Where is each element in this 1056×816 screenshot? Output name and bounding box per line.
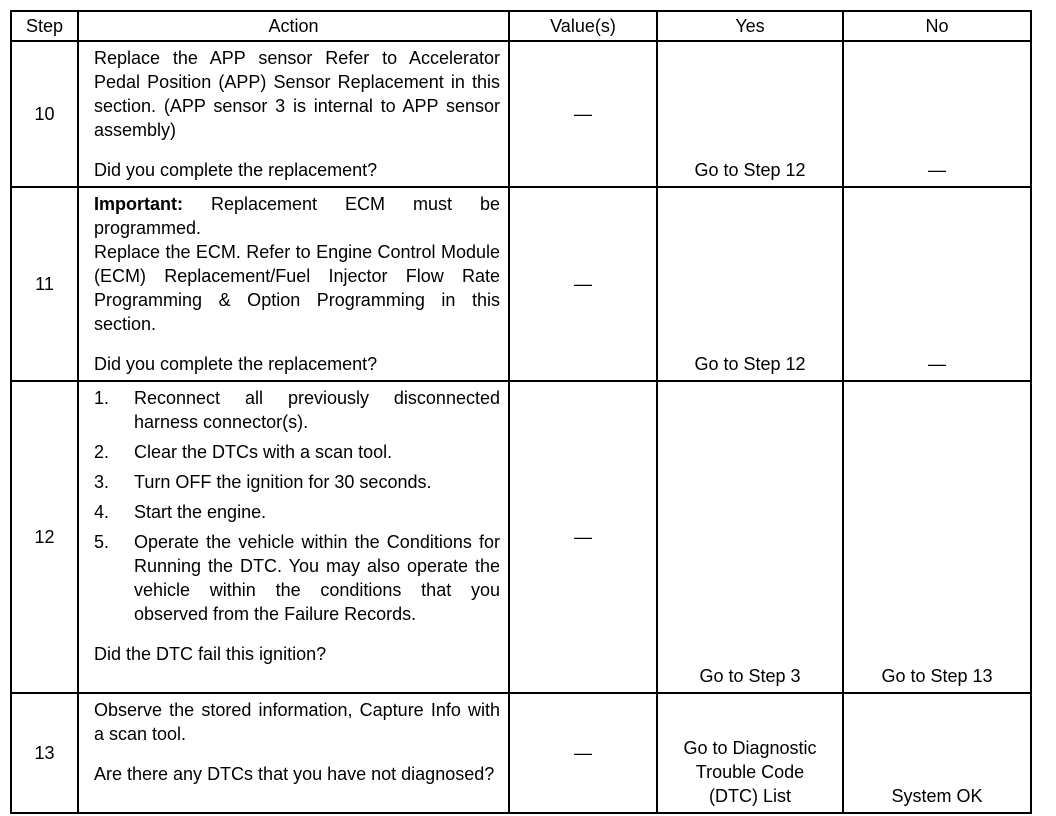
important-text: Replacement ECM must be programmed.	[94, 194, 500, 238]
header-step: Step	[11, 11, 78, 41]
yes-cell: Go to Step 12	[657, 187, 843, 381]
diagnostic-table	[10, 10, 1032, 814]
substep-text: Start the engine.	[134, 502, 267, 522]
table-row	[11, 693, 1031, 813]
action-text: Replace the APP sensor Refer to Accelerator Pedal Position (APP) Sensor Replacement in this section. (APP sensor 3 is internal to APP sensor assembly)	[94, 48, 500, 140]
no-cell: —	[843, 41, 1031, 187]
step-number: 10	[11, 41, 78, 187]
substep-number: 4.	[94, 502, 110, 522]
action-question: Did you complete the replacement?	[94, 160, 378, 180]
value-cell: —	[509, 41, 657, 187]
header-no: No	[843, 11, 1031, 41]
yes-cell: Go to Step 12	[657, 41, 843, 187]
action-cell	[78, 41, 509, 187]
action-text: Observe the stored information, Capture Info with a scan tool.	[94, 700, 500, 744]
header-row	[11, 11, 1031, 41]
substep-number: 1.	[94, 388, 110, 408]
header-yes: Yes	[657, 11, 843, 41]
list-item	[94, 470, 500, 494]
substep-number: 3.	[94, 472, 110, 492]
substep-number: 5.	[94, 532, 110, 552]
list-item	[94, 440, 500, 464]
substep-text: Turn OFF the ignition for 30 seconds.	[134, 472, 432, 492]
list-item	[94, 386, 500, 434]
no-cell: System OK	[843, 693, 1031, 813]
yes-text: Go to Diagnostic Trouble Code (DTC) List	[683, 738, 817, 806]
list-item	[94, 530, 500, 626]
no-cell: —	[843, 187, 1031, 381]
value-cell: —	[509, 187, 657, 381]
substep-text: Reconnect all previously disconnected harness connector(s).	[134, 388, 500, 432]
table-row	[11, 41, 1031, 187]
step-number: 13	[11, 693, 78, 813]
action-cell	[78, 381, 509, 693]
action-question: Are there any DTCs that you have not diagnosed?	[94, 764, 495, 784]
action-text: Replace the ECM. Refer to Engine Control Module (ECM) Replacement/Fuel Injector Flow Rate Programming & Option Programming in this section.	[94, 242, 500, 334]
header-action: Action	[78, 11, 509, 41]
important-label: Important:	[94, 194, 183, 214]
step-number: 12	[11, 381, 78, 693]
action-question: Did the DTC fail this ignition?	[94, 644, 327, 664]
action-cell	[78, 693, 509, 813]
list-item	[94, 500, 500, 524]
substep-text: Clear the DTCs with a scan tool.	[134, 442, 393, 462]
substep-text: Operate the vehicle within the Conditions for Running the DTC. You may also operate the vehicle within the conditions that you observed from the Failure Records.	[134, 532, 500, 624]
important-note	[94, 192, 500, 240]
action-question: Did you complete the replacement?	[94, 354, 378, 374]
header-values: Value(s)	[509, 11, 657, 41]
value-cell: —	[509, 693, 657, 813]
step-number: 11	[11, 187, 78, 381]
substep-number: 2.	[94, 442, 110, 462]
table-row	[11, 187, 1031, 381]
value-cell: —	[509, 381, 657, 693]
yes-cell: Go to Step 3	[657, 381, 843, 693]
yes-cell	[657, 693, 843, 813]
table-row	[11, 381, 1031, 693]
substep-list	[94, 386, 500, 626]
no-cell: Go to Step 13	[843, 381, 1031, 693]
action-cell	[78, 187, 509, 381]
